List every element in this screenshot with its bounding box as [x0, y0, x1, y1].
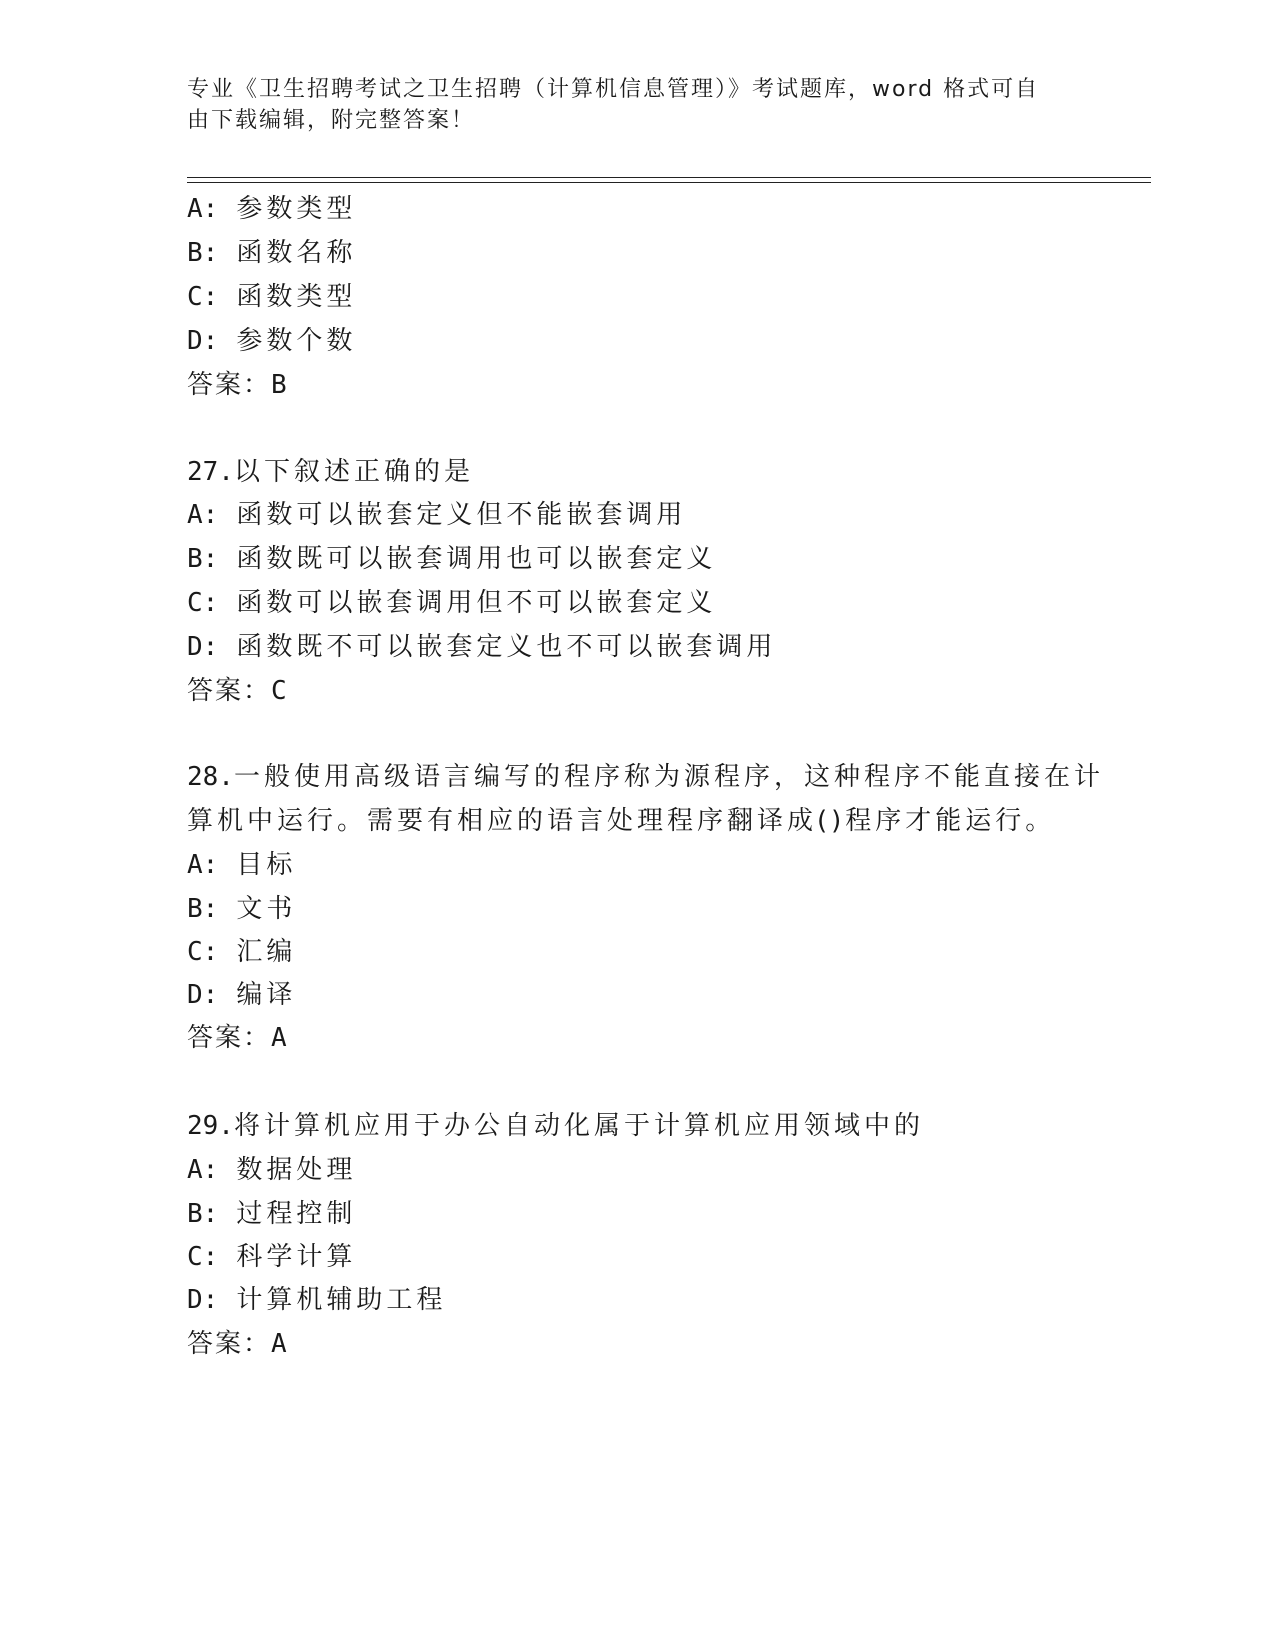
q28-answer: 答案：A — [187, 1023, 289, 1053]
q26-option-a-text: 参数类型 — [236, 194, 357, 224]
q27-option-c-text: 函数可以嵌套调用但不可以嵌套定义 — [236, 588, 717, 618]
q26-answer-value: B — [271, 370, 289, 400]
q29-option-c-text: 科学计算 — [236, 1242, 357, 1272]
q27-answer-value: C — [271, 676, 289, 706]
q27-option-d-text: 函数既不可以嵌套定义也不可以嵌套调用 — [236, 632, 777, 662]
q29-answer: 答案：A — [187, 1329, 289, 1359]
q29-option-b: B: 过程控制 — [187, 1199, 357, 1229]
q26-option-d: D: 参数个数 — [187, 326, 357, 356]
q28-option-d: D: 编译 — [187, 980, 297, 1010]
header-divider-bottom — [187, 182, 1151, 183]
q27-option-a-text: 函数可以嵌套定义但不能嵌套调用 — [236, 500, 687, 530]
q28-option-d-text: 编译 — [236, 980, 297, 1010]
q29-option-d: D: 计算机辅助工程 — [187, 1285, 447, 1315]
q29-answer-value: A — [271, 1329, 289, 1359]
q26-option-b-text: 函数名称 — [236, 238, 357, 268]
q28-stem-line-1 — [187, 760, 1104, 794]
q27-option-a: A: 函数可以嵌套定义但不能嵌套调用 — [187, 500, 687, 530]
q28-option-b-text: 文书 — [236, 894, 297, 924]
q29-option-a-text: 数据处理 — [236, 1155, 357, 1185]
q27-option-b-text: 函数既可以嵌套调用也可以嵌套定义 — [236, 544, 717, 574]
q27-option-c: C: 函数可以嵌套调用但不可以嵌套定义 — [187, 588, 717, 618]
q28-answer-value: A — [271, 1023, 289, 1053]
q27-number: 27. — [187, 457, 234, 487]
q26-option-c-text: 函数类型 — [236, 282, 357, 312]
q29-option-c: C: 科学计算 — [187, 1242, 357, 1272]
q26-option-d-text: 参数个数 — [236, 326, 357, 356]
q29-number: 29. — [187, 1111, 234, 1141]
q29-stem — [187, 1109, 924, 1143]
q27-option-d: D: 函数既不可以嵌套定义也不可以嵌套调用 — [187, 632, 777, 662]
q26-option-b: B: 函数名称 — [187, 238, 357, 268]
header-line-1: 专业《卫生招聘考试之卫生招聘（计算机信息管理）》考试题库，word 格式可自 — [187, 77, 1040, 102]
q26-option-c: C: 函数类型 — [187, 282, 357, 312]
document-header — [187, 74, 1067, 136]
q29-option-b-text: 过程控制 — [236, 1199, 357, 1229]
q29-option-a: A: 数据处理 — [187, 1155, 357, 1185]
q28-stem-text-2: 算机中运行。需要有相应的语言处理程序翻译成()程序才能运行。 — [187, 806, 1056, 836]
q28-stem-line-2 — [187, 804, 1055, 838]
q27-answer: 答案：C — [187, 676, 289, 706]
q28-option-c-text: 汇编 — [236, 937, 297, 967]
q27-stem-text: 以下叙述正确的是 — [233, 457, 474, 487]
q28-option-b: B: 文书 — [187, 894, 297, 924]
header-divider-top — [187, 177, 1151, 178]
q28-option-a-text: 目标 — [236, 850, 297, 880]
q28-stem-text-1: 一般使用高级语言编写的程序称为源程序，这种程序不能直接在计 — [233, 762, 1104, 792]
header-line-2: 由下载编辑，附完整答案！ — [187, 108, 476, 133]
q29-option-d-text: 计算机辅助工程 — [236, 1285, 447, 1315]
q28-option-c: C: 汇编 — [187, 937, 297, 967]
q27-stem — [187, 455, 474, 489]
q26-answer: 答案：B — [187, 370, 289, 400]
q27-option-b: B: 函数既可以嵌套调用也可以嵌套定义 — [187, 544, 717, 574]
q28-option-a: A: 目标 — [187, 850, 297, 880]
q26-option-a: A: 参数类型 — [187, 194, 357, 224]
q28-number: 28. — [187, 762, 234, 792]
q29-stem-text: 将计算机应用于办公自动化属于计算机应用领域中的 — [233, 1111, 924, 1141]
